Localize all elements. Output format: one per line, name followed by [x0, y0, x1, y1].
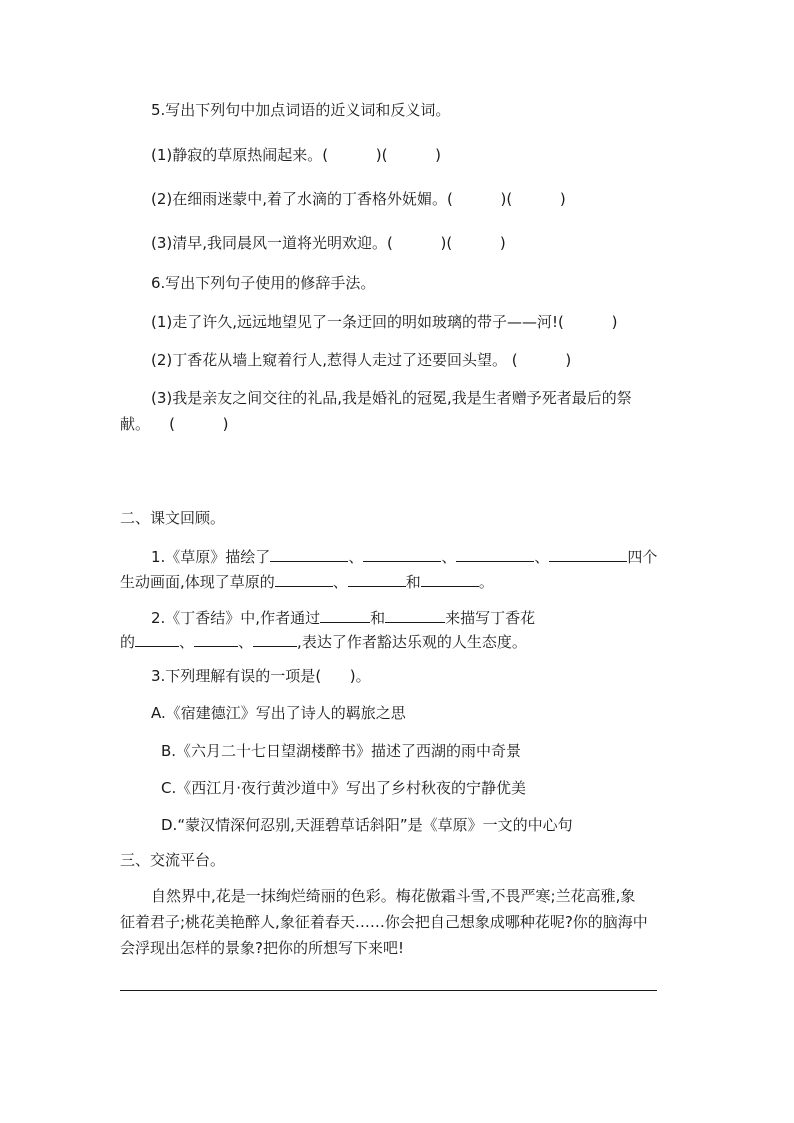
answer-blank[interactable] [275, 570, 333, 587]
s2-q3-option-b: B.《六月二十七日望湖楼醉书》描述了西湖的雨中奇景 [161, 742, 522, 760]
answer-blank[interactable] [385, 606, 445, 623]
answer-blank[interactable] [421, 570, 479, 587]
s2-q3-title: 3.下列理解有误的一项是( )。 [151, 667, 371, 685]
s2-q2-line2-suffix: ,表达了作者豁达乐观的人生态度。 [297, 633, 527, 651]
s2-q1-line2-prefix: 生动画面,体现了草原的 [120, 573, 275, 591]
separator: 、 [534, 548, 550, 566]
q5-title: 5.写出下列句中加点词语的近义词和反义词。 [151, 101, 451, 119]
s2-q1-prefix: 1.《草原》描绘了 [151, 548, 271, 566]
answer-blank[interactable] [253, 630, 297, 647]
answer-blank[interactable] [549, 545, 627, 562]
section-2-title: 二、课文回顾。 [120, 509, 226, 527]
s2-q2-line-1 [151, 606, 535, 628]
s3-paragraph-line-1: 自然界中,花是一抹绚烂绮丽的色彩。梅花傲霜斗雪,不畏严寒;兰花高雅,象 [151, 887, 636, 905]
answer-blank[interactable] [456, 545, 534, 562]
s2-q3-option-c: C.《西江月·夜行黄沙道中》写出了乡村秋夜的宁静优美 [161, 779, 527, 797]
q5-item-1: (1)静寂的草原热闹起来。( )( ) [151, 146, 442, 164]
separator: 、 [441, 548, 457, 566]
answer-blank[interactable] [320, 606, 370, 623]
s3-paragraph-line-3: 会浮现出怎样的景象?把你的所想写下来吧! [120, 939, 404, 957]
s2-q2-line-2 [120, 630, 527, 652]
answer-blank[interactable] [270, 545, 348, 562]
q6-item-3-line-1: (3)我是亲友之间交往的礼品,我是婚礼的冠冕,我是生者赠予死者最后的祭 [151, 389, 632, 407]
q6-item-3-line-2: 献。 ( ) [120, 415, 229, 433]
s2-q3-option-a: A.《宿建德江》写出了诗人的羁旅之思 [151, 704, 406, 722]
writing-line[interactable] [120, 990, 657, 991]
section-3-title: 三、交流平台。 [120, 851, 226, 869]
q6-item-1: (1)走了许久,远远地望见了一条迂回的明如玻璃的带子——河!( ) [151, 313, 618, 331]
s2-q2-line2-prefix: 的 [120, 633, 136, 651]
separator: 、 [348, 548, 364, 566]
answer-blank[interactable] [363, 545, 441, 562]
q6-title: 6.写出下列句子使用的修辞手法。 [151, 274, 376, 292]
separator: 、 [238, 633, 254, 651]
answer-blank[interactable] [135, 630, 179, 647]
answer-blank[interactable] [348, 570, 406, 587]
and-word: 和 [405, 573, 421, 591]
s2-q3-option-d: D.“蒙汉情深何忍别,天涯碧草话斜阳”是《草原》一文的中心句 [161, 816, 573, 834]
and-word: 和 [370, 609, 386, 627]
s2-q2-suffix: 来描写丁香花 [445, 609, 536, 627]
s2-q1-suffix: 四个 [627, 548, 658, 566]
s3-paragraph-line-2: 征着君子;桃花美艳醉人,象征着春天……你会把自己想象成哪种花呢?你的脑海中 [120, 913, 648, 931]
q5-item-2: (2)在细雨迷蒙中,着了水滴的丁香格外妩媚。( )( ) [151, 190, 566, 208]
separator: 、 [179, 633, 195, 651]
answer-blank[interactable] [194, 630, 238, 647]
s2-q1-line-1 [151, 545, 657, 567]
q5-item-3: (3)清早,我同晨风一道将光明欢迎。( )( ) [151, 234, 506, 252]
q6-item-2: (2)丁香花从墙上窥着行人,惹得人走过了还要回头望。 ( ) [151, 351, 572, 369]
s2-q1-line-2 [120, 570, 494, 592]
separator: 、 [332, 573, 348, 591]
period: 。 [478, 573, 494, 591]
s2-q2-prefix: 2.《丁香结》中,作者通过 [151, 609, 321, 627]
